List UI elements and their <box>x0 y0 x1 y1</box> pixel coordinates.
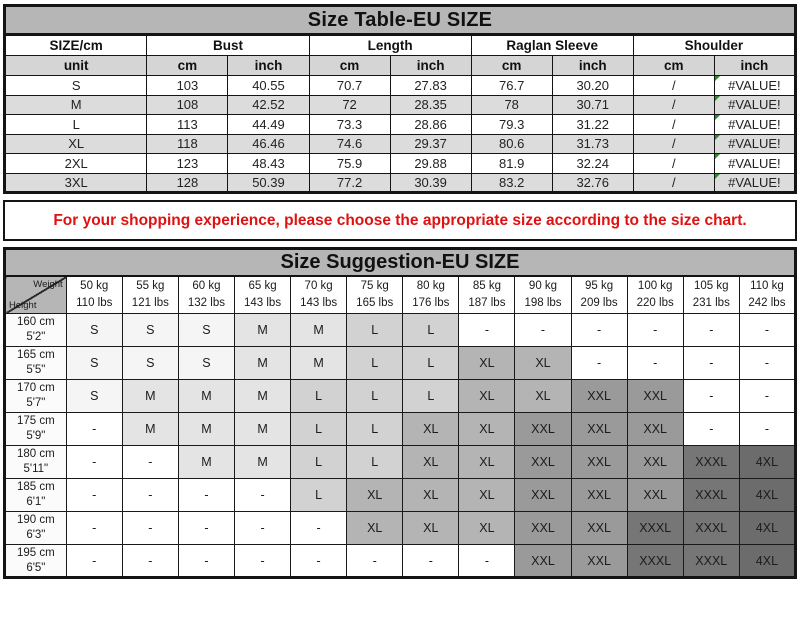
no-size-cell: - <box>683 347 739 380</box>
suggested-size-cell: M <box>122 413 178 446</box>
size-table-group-row <box>5 35 796 56</box>
weight-lbs-label: 143 lbs <box>300 296 338 309</box>
no-size-cell: - <box>291 545 347 578</box>
weight-header-cell <box>122 276 178 314</box>
measurement-cell: 108 <box>147 95 228 115</box>
size-label-cell: S <box>5 76 147 96</box>
weight-kg-label: 55 kg <box>136 279 165 292</box>
height-ft-label: 6'5" <box>26 561 46 574</box>
height-cm-label: 170 cm <box>16 382 55 394</box>
weight-kg-label: 65 kg <box>248 279 277 292</box>
height-ft-label: 5'9" <box>26 430 46 442</box>
suggested-size-cell: S <box>122 347 178 380</box>
no-size-cell: - <box>627 314 683 347</box>
suggested-size-cell: S <box>178 347 234 380</box>
weight-kg-label: 80 kg <box>416 279 445 292</box>
suggestion-row <box>5 413 796 446</box>
measurement-cell: 30.20 <box>552 76 633 96</box>
suggested-size-cell: XXL <box>627 446 683 479</box>
weight-header-cell <box>347 276 403 314</box>
size-table-unit-row <box>5 56 796 76</box>
no-size-cell: - <box>122 512 178 545</box>
suggested-size-cell: L <box>291 413 347 446</box>
measurement-cell: 75.9 <box>309 154 390 174</box>
no-size-cell: - <box>178 512 234 545</box>
suggestion-table-head <box>5 249 796 314</box>
suggested-size-cell: M <box>234 446 290 479</box>
suggested-size-cell: XL <box>459 512 515 545</box>
suggested-size-cell: S <box>66 347 122 380</box>
unit-header-cell: cm <box>633 56 714 76</box>
suggestion-table-title-row <box>5 249 796 276</box>
suggested-size-cell: M <box>234 314 290 347</box>
error-corner-icon <box>715 96 720 101</box>
weight-lbs-label: 110 lbs <box>76 296 113 309</box>
weight-kg-label: 90 kg <box>528 279 558 292</box>
suggested-size-cell: L <box>347 347 403 380</box>
notice-banner <box>3 200 797 241</box>
suggested-size-cell: S <box>66 314 122 347</box>
no-size-cell: - <box>739 380 795 413</box>
suggested-size-cell: L <box>347 314 403 347</box>
no-size-cell: - <box>459 314 515 347</box>
measurement-cell: / <box>633 154 714 174</box>
suggested-size-cell: M <box>291 347 347 380</box>
no-size-cell: - <box>683 314 739 347</box>
value-error-cell: #VALUE! <box>714 115 795 135</box>
measurement-cell: 74.6 <box>309 134 390 154</box>
weight-header-cell <box>627 276 683 314</box>
no-size-cell: - <box>683 413 739 446</box>
weight-lbs-label: 209 lbs <box>580 296 618 309</box>
suggested-size-cell: L <box>403 314 459 347</box>
measurement-cell: 44.49 <box>228 115 309 135</box>
no-size-cell: - <box>403 545 459 578</box>
weight-header-cell <box>66 276 122 314</box>
no-size-cell: - <box>178 479 234 512</box>
suggested-size-cell: XXXL <box>683 446 739 479</box>
weight-lbs-label: 198 lbs <box>524 296 562 309</box>
no-size-cell: - <box>234 479 290 512</box>
measurement-cell: 70.7 <box>309 76 390 96</box>
measurement-cell: 118 <box>147 134 228 154</box>
weight-header-cell <box>571 276 627 314</box>
height-label-cell <box>5 413 67 446</box>
weight-header-cell <box>739 276 795 314</box>
corner-weight-label: Weight <box>33 278 63 290</box>
height-label-cell <box>5 545 67 578</box>
measurement-cell: 79.3 <box>471 115 552 135</box>
measurement-cell: 32.76 <box>552 173 633 193</box>
weight-kg-label: 110 kg <box>750 279 784 292</box>
suggested-size-cell: XXXL <box>627 512 683 545</box>
suggested-size-cell: S <box>66 380 122 413</box>
weight-kg-label: 70 kg <box>304 279 333 292</box>
height-label-cell <box>5 446 67 479</box>
size-table-row <box>5 134 796 154</box>
suggestion-row <box>5 347 796 380</box>
column-group-header: Bust <box>147 35 309 56</box>
no-size-cell: - <box>571 314 627 347</box>
suggested-size-cell: XXL <box>571 512 627 545</box>
weight-kg-label: 85 kg <box>472 279 501 292</box>
column-group-header: Length <box>309 35 471 56</box>
suggested-size-cell: 4XL <box>739 479 795 512</box>
measurement-cell: 103 <box>147 76 228 96</box>
size-table-title-row <box>5 6 796 35</box>
suggested-size-cell: XXXL <box>683 512 739 545</box>
suggested-size-cell: XXL <box>515 413 571 446</box>
suggested-size-cell: XL <box>459 413 515 446</box>
unit-header-cell: inch <box>552 56 633 76</box>
size-table-body <box>5 76 796 193</box>
measurement-cell: 73.3 <box>309 115 390 135</box>
weight-lbs-label: 242 lbs <box>748 296 786 309</box>
weight-lbs-label: 121 lbs <box>131 296 169 309</box>
unit-header-cell: inch <box>228 56 309 76</box>
height-cm-label: 165 cm <box>16 349 55 361</box>
suggested-size-cell: 4XL <box>739 512 795 545</box>
weight-header-cell <box>234 276 290 314</box>
suggested-size-cell: 4XL <box>739 446 795 479</box>
measurement-cell: 78 <box>471 95 552 115</box>
weight-lbs-label: 187 lbs <box>468 296 506 309</box>
size-label-cell: L <box>5 115 147 135</box>
height-label-cell <box>5 479 67 512</box>
height-ft-label: 6'1" <box>26 496 46 508</box>
suggested-size-cell: XL <box>403 479 459 512</box>
suggested-size-cell: XXL <box>515 545 571 578</box>
size-table-row <box>5 95 796 115</box>
measurement-cell: 42.52 <box>228 95 309 115</box>
size-table-title: Size Table-EU SIZE <box>5 6 796 35</box>
suggested-size-cell: L <box>347 413 403 446</box>
weight-lbs-label: 143 lbs <box>243 296 282 309</box>
value-error-cell: #VALUE! <box>714 173 795 193</box>
suggested-size-cell: L <box>403 380 459 413</box>
measurement-cell: 123 <box>147 154 228 174</box>
measurement-cell: 80.6 <box>471 134 552 154</box>
height-ft-label: 5'11" <box>23 463 49 475</box>
suggestion-table-title: Size Suggestion-EU SIZE <box>5 249 796 276</box>
value-error-cell: #VALUE! <box>714 154 795 174</box>
measurement-cell: 28.35 <box>390 95 471 115</box>
suggested-size-cell: XL <box>459 479 515 512</box>
unit-header-cell: cm <box>471 56 552 76</box>
measurement-cell: 32.24 <box>552 154 633 174</box>
suggested-size-cell: M <box>178 446 234 479</box>
measurement-cell: 29.37 <box>390 134 471 154</box>
suggested-size-cell: XL <box>347 512 403 545</box>
measurement-cell: 29.88 <box>390 154 471 174</box>
suggested-size-cell: M <box>234 413 290 446</box>
suggested-size-cell: XXXL <box>627 545 683 578</box>
no-size-cell: - <box>739 413 795 446</box>
weight-header-cell <box>291 276 347 314</box>
height-cm-label: 185 cm <box>16 481 55 493</box>
suggested-size-cell: XL <box>403 512 459 545</box>
height-cm-label: 180 cm <box>16 448 55 460</box>
no-size-cell: - <box>627 347 683 380</box>
no-size-cell: - <box>122 446 178 479</box>
weight-kg-label: 50 kg <box>80 279 109 292</box>
height-label-cell <box>5 347 67 380</box>
suggested-size-cell: XXXL <box>683 479 739 512</box>
suggested-size-cell: XXL <box>571 380 627 413</box>
weight-lbs-label: 231 lbs <box>692 296 730 309</box>
suggested-size-cell: XXL <box>627 380 683 413</box>
suggestion-row <box>5 545 796 578</box>
suggested-size-cell: S <box>122 314 178 347</box>
no-size-cell: - <box>291 512 347 545</box>
weight-kg-label: 100 kg <box>637 279 673 292</box>
weight-header-cell <box>403 276 459 314</box>
no-size-cell: - <box>739 314 795 347</box>
suggestion-row <box>5 380 796 413</box>
weight-header-cell <box>178 276 234 314</box>
suggested-size-cell: XXL <box>515 479 571 512</box>
unit-header-cell: inch <box>714 56 795 76</box>
measurement-cell: 40.55 <box>228 76 309 96</box>
size-table-head <box>5 6 796 76</box>
suggested-size-cell: XXL <box>515 512 571 545</box>
size-label-cell: M <box>5 95 147 115</box>
measurement-cell: / <box>633 76 714 96</box>
suggested-size-cell: XL <box>459 347 515 380</box>
no-size-cell: - <box>178 545 234 578</box>
size-table-row <box>5 173 796 193</box>
column-group-header: Shoulder <box>633 35 795 56</box>
size-label-cell: XL <box>5 134 147 154</box>
unit-header-cell: unit <box>5 56 147 76</box>
no-size-cell: - <box>122 479 178 512</box>
weight-kg-label: 95 kg <box>585 279 614 292</box>
suggested-size-cell: XL <box>459 380 515 413</box>
measurement-cell: 31.22 <box>552 115 633 135</box>
suggestion-table-body <box>5 314 796 578</box>
weight-lbs-label: 132 lbs <box>187 296 225 309</box>
no-size-cell: - <box>66 413 122 446</box>
measurement-cell: 76.7 <box>471 76 552 96</box>
measurement-cell: 48.43 <box>228 154 309 174</box>
suggested-size-cell: XXL <box>571 446 627 479</box>
no-size-cell: - <box>66 512 122 545</box>
suggested-size-cell: XL <box>403 413 459 446</box>
weight-kg-label: 75 kg <box>360 279 389 292</box>
corner-height-label: Height <box>9 300 37 311</box>
size-table-row <box>5 154 796 174</box>
weight-header-cell <box>683 276 739 314</box>
measurement-cell: / <box>633 115 714 135</box>
suggested-size-cell: L <box>291 446 347 479</box>
measurement-cell: 128 <box>147 173 228 193</box>
no-size-cell: - <box>66 479 122 512</box>
measurement-cell: 31.73 <box>552 134 633 154</box>
suggested-size-cell: XXXL <box>683 545 739 578</box>
size-suggestion-table <box>3 247 797 579</box>
no-size-cell: - <box>122 545 178 578</box>
no-size-cell: - <box>739 347 795 380</box>
suggested-size-cell: S <box>178 314 234 347</box>
suggested-size-cell: L <box>347 380 403 413</box>
weight-kg-label: 105 kg <box>694 279 729 292</box>
suggested-size-cell: M <box>291 314 347 347</box>
measurement-cell: 77.2 <box>309 173 390 193</box>
size-label-cell: 2XL <box>5 154 147 174</box>
measurement-cell: 30.71 <box>552 95 633 115</box>
size-label-cell: 3XL <box>5 173 147 193</box>
weight-header-cell <box>515 276 571 314</box>
suggested-size-cell: XXL <box>627 479 683 512</box>
measurement-cell: 113 <box>147 115 228 135</box>
measurement-cell: 83.2 <box>471 173 552 193</box>
no-size-cell: - <box>234 545 290 578</box>
notice-text: For your shopping experience, please choose the appropriate size according to the size chart. <box>53 211 747 229</box>
unit-header-cell: inch <box>390 56 471 76</box>
error-corner-icon <box>715 115 720 120</box>
height-label-cell <box>5 380 67 413</box>
suggested-size-cell: XL <box>515 380 571 413</box>
weight-lbs-label: 165 lbs <box>356 296 394 309</box>
measurement-cell: 27.83 <box>390 76 471 96</box>
suggested-size-cell: 4XL <box>739 545 795 578</box>
weight-lbs-label: 220 lbs <box>636 296 674 309</box>
suggestion-row <box>5 512 796 545</box>
suggested-size-cell: L <box>347 446 403 479</box>
height-ft-label: 5'5" <box>26 364 46 376</box>
weight-header-row <box>5 276 796 314</box>
error-corner-icon <box>715 154 720 159</box>
unit-header-cell: cm <box>147 56 228 76</box>
suggested-size-cell: XL <box>515 347 571 380</box>
suggested-size-cell: M <box>122 380 178 413</box>
value-error-cell: #VALUE! <box>714 76 795 96</box>
suggested-size-cell: M <box>234 380 290 413</box>
size-table <box>3 4 797 194</box>
suggested-size-cell: XXL <box>571 413 627 446</box>
height-ft-label: 6'3" <box>26 529 46 541</box>
height-cm-label: 175 cm <box>16 415 55 427</box>
size-table-row <box>5 115 796 135</box>
no-size-cell: - <box>234 512 290 545</box>
suggested-size-cell: M <box>178 413 234 446</box>
height-cm-label: 195 cm <box>16 546 55 559</box>
no-size-cell: - <box>571 347 627 380</box>
suggestion-row <box>5 479 796 512</box>
height-label-cell <box>5 314 67 347</box>
size-table-row <box>5 76 796 96</box>
no-size-cell: - <box>66 446 122 479</box>
height-cm-label: 160 cm <box>16 316 55 328</box>
suggested-size-cell: L <box>291 380 347 413</box>
suggested-size-cell: M <box>234 347 290 380</box>
suggested-size-cell: L <box>291 479 347 512</box>
weight-height-corner-cell <box>5 276 67 314</box>
suggestion-row <box>5 314 796 347</box>
measurement-cell: 81.9 <box>471 154 552 174</box>
column-group-header: Raglan Sleeve <box>471 35 633 56</box>
suggested-size-cell: L <box>403 347 459 380</box>
suggested-size-cell: XL <box>347 479 403 512</box>
value-error-cell: #VALUE! <box>714 134 795 154</box>
weight-lbs-label: 176 lbs <box>412 296 450 309</box>
measurement-cell: 30.39 <box>390 173 471 193</box>
suggested-size-cell: XL <box>459 446 515 479</box>
measurement-cell: / <box>633 95 714 115</box>
suggested-size-cell: XXL <box>571 545 627 578</box>
height-ft-label: 5'2" <box>26 331 46 343</box>
height-ft-label: 5'7" <box>26 397 46 409</box>
no-size-cell: - <box>66 545 122 578</box>
error-corner-icon <box>715 135 720 140</box>
suggested-size-cell: M <box>178 380 234 413</box>
suggested-size-cell: XXL <box>627 413 683 446</box>
measurement-cell: / <box>633 134 714 154</box>
measurement-cell: / <box>633 173 714 193</box>
suggested-size-cell: XL <box>403 446 459 479</box>
height-label-cell <box>5 512 67 545</box>
column-group-header: SIZE/cm <box>5 35 147 56</box>
error-corner-icon <box>715 76 720 81</box>
measurement-cell: 46.46 <box>228 134 309 154</box>
value-error-cell: #VALUE! <box>714 95 795 115</box>
unit-header-cell: cm <box>309 56 390 76</box>
measurement-cell: 50.39 <box>228 173 309 193</box>
measurement-cell: 28.86 <box>390 115 471 135</box>
height-cm-label: 190 cm <box>16 514 55 526</box>
suggested-size-cell: XXL <box>515 446 571 479</box>
suggested-size-cell: XXL <box>571 479 627 512</box>
no-size-cell: - <box>347 545 403 578</box>
error-corner-icon <box>715 174 720 179</box>
no-size-cell: - <box>459 545 515 578</box>
measurement-cell: 72 <box>309 95 390 115</box>
no-size-cell: - <box>515 314 571 347</box>
suggestion-row <box>5 446 796 479</box>
no-size-cell: - <box>683 380 739 413</box>
weight-header-cell <box>459 276 515 314</box>
weight-kg-label: 60 kg <box>192 279 221 292</box>
